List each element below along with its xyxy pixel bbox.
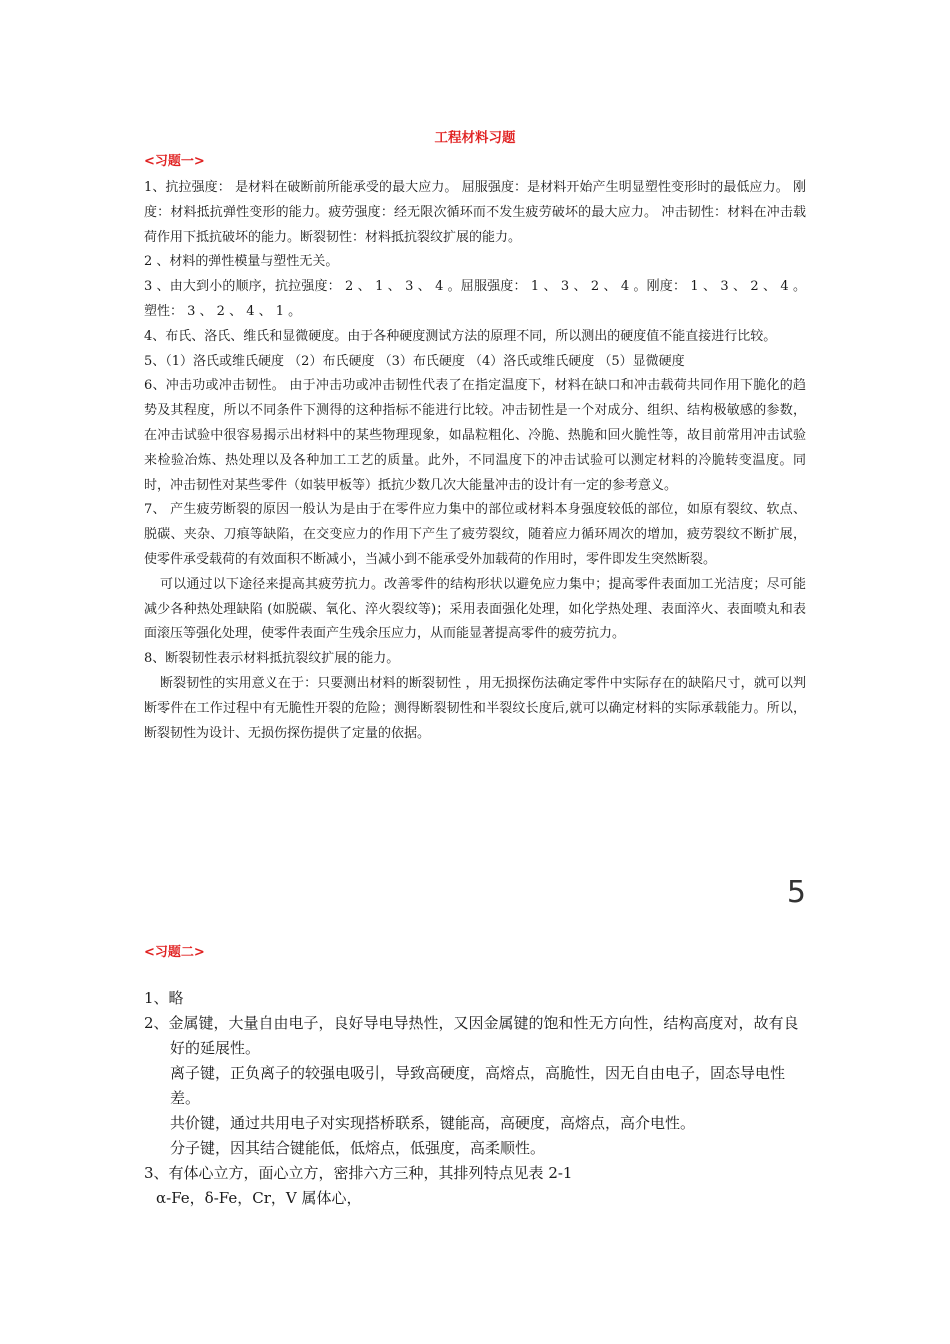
answer-paragraph-8: 8、断裂韧性表示材料抵抗裂纹扩展的能力。 [144, 651, 400, 667]
answer-paragraph-8-continued: 断裂韧性的实用意义在于：只要测出材料的断裂韧性 ，用无损探伤法确定零件中实际存在的缺陷尺寸，就可以判断零件在工作过程中有无脆性开裂的危险；测得断裂韧性和半裂纹长度后,就可以确定材料的实际承载能力。所以，断裂韧性为设计、无损伤探伤提供了定量的依据。 [144, 675, 806, 741]
section-body-exercise-2 [144, 986, 806, 1211]
answer-item-3-bcc-metals: α-Fe，δ-Fe，Cr，V 属体心， [156, 1189, 362, 1207]
answer-item-3: 3、有体心立方，面心立方，密排六方三种，其排列特点见表 2-1 [144, 1164, 573, 1182]
answer-paragraph-3: 3 、由大到小的顺序，抗拉强度： 2 、 1 、 3 、 4 。屈服强度： 1 、 3 、 2 、 4 。刚度： 1 、 3 、 2 、 4 。塑性： 3 、 2 、 4 、 1 。 [144, 279, 806, 319]
answer-paragraph-2: 2 、材料的弹性模量与塑性无关。 [144, 254, 339, 270]
section-body-exercise-1 [144, 176, 806, 746]
answer-item-2-molecular-bond: 分子键，因其结合键能低，低熔点，低强度，高柔顺性。 [170, 1139, 546, 1157]
section-heading-exercise-2: <习题二> [144, 945, 205, 960]
answer-paragraph-5: 5、（1）洛氏或维氏硬度 （2）布氏硬度 （3）布氏硬度 （4）洛氏或维氏硬度 （5）显微硬度 [144, 353, 685, 369]
page-number: 5 [786, 875, 806, 910]
answer-item-2-ionic-bond: 离子键，正负离子的较强电吸引，导致高硬度，高熔点，高脆性，因无自由电子，固态导电性差。 [170, 1064, 786, 1107]
answer-paragraph-4: 4、布氏、洛氏、维氏和显微硬度。由于各种硬度测试方法的原理不同，所以测出的硬度值不能直接进行比较。 [144, 328, 777, 344]
answer-paragraph-7: 7、 产生疲劳断裂的原因一般认为是由于在零件应力集中的部位或材料本身强度较低的部位，如原有裂纹、软点、脱碳、夹杂、刀痕等缺陷，在交变应力的作用下产生了疲劳裂纹，随着应力循环周次的增加，疲劳裂纹不断扩展，使零件承受载荷的有效面积不断减小，当减小到不能承受外加载荷的作用时，零件即发生突然断裂。 [144, 502, 806, 567]
document-title: 工程材料习题 [434, 130, 516, 146]
answer-item-2-metallic-bond: 2、金属键，大量自由电子，良好导电导热性，又因金属键的饱和性无方向性，结构高度对，故有良好的延展性。 [144, 1014, 799, 1057]
answer-paragraph-6: 6、冲击功或冲击韧性。 由于冲击功或冲击韧性代表了在指定温度下，材料在缺口和冲击载荷共同作用下脆化的趋势及其程度，所以不同条件下测得的这种指标不能进行比较。冲击韧性是一个对成分、组织、结构极敏感的参数，在冲击试验中很容易揭示出材料中的某些物理现象，如晶粒粗化、冷脆、热脆和回火脆性等，故目前常用冲击试验来检验冶炼、热处理以及各种加工工艺的质量。此外，不同温度下的冲击试验可以测定材料的冷脆转变温度。同时，冲击韧性对某些零件（如装甲板等）抵抗少数几次大能量冲击的设计有一定的参考意义。 [144, 378, 806, 493]
answer-item-2-covalent-bond: 共价键，通过共用电子对实现搭桥联系，键能高，高硬度，高熔点，高介电性。 [170, 1114, 696, 1132]
section-heading-exercise-1: <习题一> [144, 154, 205, 169]
answer-paragraph-1: 1、抗拉强度： 是材料在破断前所能承受的最大应力。 屈服强度：是材料开始产生明显塑性变形时的最低应力。 刚度：材料抵抗弹性变形的能力。疲劳强度：经无限次循环而不发生疲劳破坏的最大应力。 冲击韧性：材料在冲击载荷作用下抵抗破坏的能力。断裂韧性：材料抵抗裂纹扩展的能力。 [144, 180, 806, 245]
answer-item-1: 1、略 [144, 989, 184, 1007]
answer-paragraph-7-continued: 可以通过以下途径来提高其疲劳抗力。改善零件的结构形状以避免应力集中；提高零件表面加工光洁度；尽可能减少各种热处理缺陷 (如脱碳、氧化、淬火裂纹等)；采用表面强化处理，如化学热处理、表面淬火、表面喷丸和表面滚压等强化处理，使零件表面产生残余压应力，从而能显著提高零件的疲劳抗力。 [144, 576, 806, 642]
